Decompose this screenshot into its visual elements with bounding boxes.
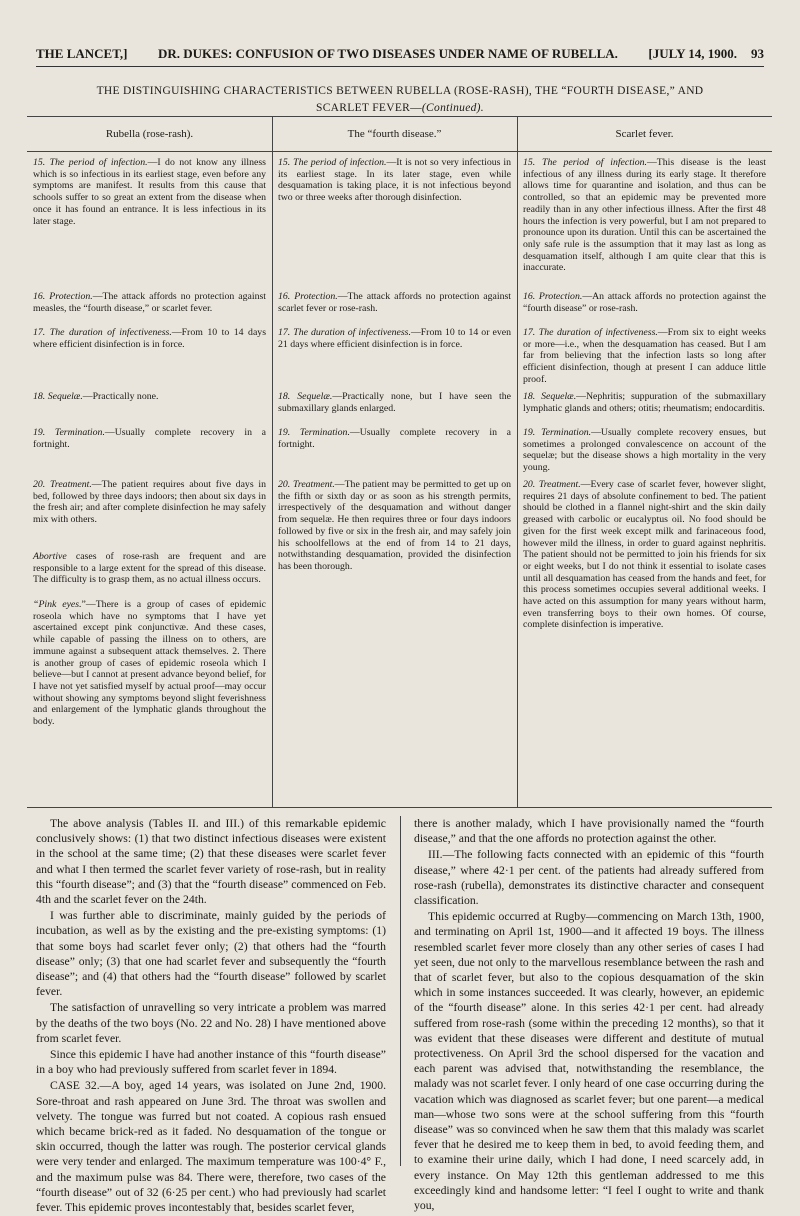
table-title-line2: SCARLET FEVER— <box>316 101 422 114</box>
cell-text: —Practically none. <box>82 391 159 402</box>
paragraph: The satisfaction of unravelling so very intricate a problem was marred by the deaths of the two boys (No. 22 and No. 28) I have mentioned above from scarlet fever. <box>36 1001 386 1045</box>
cell-heading: 18. Sequelæ. <box>278 391 333 402</box>
cell-text: —Usually complete recovery in a fortnight. <box>278 427 511 450</box>
table-cell <box>27 551 272 586</box>
cell-text: —From six to eight weeks or more—i.e., when the desquamation has ceased. But I am far from believing that the infection lasts so long after efficient disinfection, though at present I can adduce little proof. <box>523 327 766 385</box>
table-cell <box>272 427 517 450</box>
comparison-table <box>27 116 772 808</box>
cell-text: —It is not so very infectious in its earliest stage. In its later stage, even while desquamation is taking place, it is not infectious beyond two or three weeks after thorough disinfection. <box>278 157 511 204</box>
cell-text: —From 10 to 14 or even 21 days where efficient disinfection is in force. <box>278 327 511 350</box>
table-title-line1: THE DISTINGUISHING CHARACTERISTICS BETWEEN RUBELLA (ROSE-RASH), THE “FOURTH DISEASE,” AND <box>96 85 704 97</box>
table-cell <box>27 327 272 350</box>
cell-text: —I do not know any illness which is so infectious in its earliest stage, even before any symptoms are manifest. It results from this cause that schools suffer to so great an extent from the disease when once it has found an entrance. It is less infectious in its later stage. <box>33 157 266 227</box>
paragraph: I was further able to discriminate, mainly guided by the periods of incubation, as well as by the existing and the pre-existing symptoms: (1) that some boys had scarlet fever only; (2) that others had the “fourth disease” only; (3) that one had scarlet fever and subsequently the “fourth disease”; and (4) that others had the “fourth disease” followed by scarlet fever. <box>36 909 386 999</box>
cell-text: —The attack affords no protection against measles, the “fourth disease,” or scarlet fever. <box>33 291 266 314</box>
cell-heading: 17. The duration of infectiveness. <box>33 327 172 338</box>
header-rule <box>36 66 764 67</box>
cell-heading: 17. The duration of infectiveness. <box>278 327 411 338</box>
journal-name: THE LANCET,] <box>36 46 128 61</box>
article-title: DR. DUKES: CONFUSION OF TWO DISEASES UNDER NAME OF RUBELLA. <box>157 46 618 61</box>
cell-heading: 20. Treatment. <box>33 479 92 490</box>
cell-heading: 19. Termination. <box>523 427 592 438</box>
cell-heading: 19. Termination. <box>33 427 105 438</box>
cell-heading: 19. Termination. <box>278 427 350 438</box>
table-cell <box>272 157 517 204</box>
paragraph: This epidemic occurred at Rugby—commencing on March 13th, 1900, and terminating on April 1st, 1900—and it affected 19 boys. The illness resembled scarlet fever more closely than any other series of cases I had yet seen, due not only to the marvellous resemblance between the rash and that of scarlet fever, but also to the copious desquamation of the skin which in some instances succeeded. It was clearly, however, an epidemic of the “fourth disease” alone. In this series 42·1 per cent. had already suffered from rose-rash (some within the preceding 12 months), so that it was evident that these diseases were different and destitute of mutual protectiveness. On April 3rd the school dispersed for the vacation and each parent was advised that, notwithstanding the resemblance, the malady was not scarlet fever. I only heard of one case occurring during the vacation which was diagnosed as scarlet fever; but one parent—a medical man—whose two sons were at the school suffering from this “fourth disease” was so convinced when he saw them that this malady was scarlet fever that he desired me to keep them in bed, to avoid feeding them, and to examine their urine daily, which I had done, I need scarcely add, in every instance. On May 12th this gentleman addressed to me this exceedingly kind and handsome letter: “I feel I ought to write and thank you, <box>414 910 764 1213</box>
table-cell <box>27 599 272 728</box>
table-cell <box>517 157 772 274</box>
cell-heading: 18. Sequelæ. <box>523 391 577 402</box>
table-cell <box>27 479 272 526</box>
table-cell <box>27 291 272 314</box>
rubella-column <box>27 151 272 807</box>
cell-text: —This disease is the least infectious of any illness during its early stage. It therefore allows time for quarantine and isolation, and thus can be controlled, so that an epidemic may be prevented more readily than in any other infectious illness. After the first 48 hours the infection is very powerful, but I am not prepared to pronounce upon its duration. Until this can be ascertained the only safe rule is the assumption that it may last as long as desquamation itself, although I am quite clear that this is inaccurate. <box>523 157 766 274</box>
paragraph: CASE 32.—A boy, aged 14 years, was isolated on June 2nd, 1900. Sore-throat and rash appeared on June 3rd. The throat was swollen and velvety. The tongue was furred but not coated. A copious rash ensued which became brick-red as it faded. No desquamation of the tongue or skin occurred, though the latter was rough. The posterior cervical glands were very tender and enlarged. The maximum temperature was 100·4° F., and the maximum pulse was 84. There were, therefore, two cases of the “fourth disease” out of 32 (6·25 per cent.) who had previously had scarlet fever. This epidemic proves incontestably that, besides scarlet fever, <box>36 1079 386 1215</box>
table-cell <box>272 391 517 414</box>
cell-text: —Usually complete recovery in a fortnight. <box>33 427 266 450</box>
scarlet-fever-column <box>517 151 772 807</box>
column-header-fourth-disease: The “fourth disease.” <box>272 117 517 152</box>
cell-text: —Usually complete recovery ensues, but sometimes a prolonged convalescence on account of the sequelæ; but the disease shows a high mortality in the very young. <box>523 427 766 474</box>
cell-heading: 15. The period of infection. <box>278 157 387 168</box>
cell-heading: 15. The period of infection. <box>33 157 148 168</box>
cell-heading: 17. The duration of infectiveness. <box>523 327 658 338</box>
table-cell <box>517 327 772 386</box>
cell-text: —Practically none, but I have seen the submaxillary glands enlarged. <box>278 391 512 414</box>
cell-heading: 16. Protection. <box>278 291 338 302</box>
column-divider <box>400 816 401 1166</box>
column-header-scarlet-fever: Scarlet fever. <box>517 117 772 152</box>
cell-text: cases of rose-rash are frequent and are responsible to a large extent for the spread of this disease. The difficulty is to grasp them, as no actual illness occurs. <box>33 551 266 586</box>
cell-text: —From 10 to 14 days where efficient disinfection is in force. <box>33 327 267 350</box>
cell-heading: Abortive <box>33 551 67 562</box>
table-cell <box>27 391 272 403</box>
cell-text: ”—There is a group of cases of epidemic roseola which have no symptoms that I have yet ascertained except pink conjunctivæ. And these cases, while capable of passing the illness on to others, are immune against a subsequent attack themselves. 2. There is another group of cases of epidemic roseola which I believe—but I cannot at present advance beyond belief, for I have not yet satisfied myself by actual proof—may occur without showing any symptoms beyond slight feverishness and enlargement of the lymphatic glands throughout the body. <box>33 599 266 728</box>
issue-date: [JULY 14, 1900. <box>648 46 737 61</box>
table-title <box>70 83 730 116</box>
body-column-left <box>36 816 386 1216</box>
table-cell <box>27 157 272 227</box>
table-cell <box>517 291 772 314</box>
paragraph: III.—The following facts connected with an epidemic of this “fourth disease,” where 42·1 per cent. of the patients had already suffered from rose-rash (rubella), demonstrates its distinctive character and consequent classification. <box>414 848 764 908</box>
page-number: 93 <box>751 46 764 61</box>
cell-heading: 18. Sequelæ. <box>33 391 83 402</box>
paragraph: The above analysis (Tables II. and III.) of this remarkable epidemic conclusively shows: (1) that two distinct infectious diseases were existent in the school at the same time; (2) that these diseases were scarlet fever and what I then termed the scarlet fever variety of rose-rash, but in reality this “fourth disease”; and (3) that the “fourth disease” commenced on Feb. 4th and the scarlet fever on the 24th. <box>36 817 386 907</box>
fourth-disease-column <box>272 151 517 807</box>
paragraph: Since this epidemic I have had another instance of this “fourth disease” in a boy who had previously suffered from scarlet fever in 1894. <box>36 1048 386 1077</box>
cell-heading: 20. Treatment. <box>278 479 335 490</box>
cell-text: —Every case of scarlet fever, however slight, requires 21 days of absolute confinement to bed. The patient should be clothed in a flannel night-shirt and the skin daily greased with carbolic or eucalyptus oil. No food should be given for the first week except milk and farinaceous food, however mild the illness, in order to guard against nephritis. The patient should not be permitted to join his friends for six or eight weeks, but I do not think it essential to isolate cases until all desquamation has ceased from the hands and feet, for this process sometimes occupies several additional weeks. I have acted on this assumption for many years without harm, even transferring boys to their own homes. Of course, complete disinfection is imperative. <box>523 479 766 631</box>
table-cell <box>27 427 272 450</box>
table-cell <box>517 391 772 414</box>
body-column-right <box>414 816 764 1214</box>
table-cell <box>272 327 517 350</box>
cell-text: —The patient requires about five days in bed, followed by three days indoors; then about six days in the fresh air; and after complete disinfection he may safely mix with others. <box>33 479 266 526</box>
cell-text: —The attack affords no protection against scarlet fever or rose-rash. <box>278 291 511 314</box>
cell-heading: 16. Protection. <box>33 291 93 302</box>
running-head <box>36 40 764 62</box>
cell-text: —Nephritis; suppuration of the submaxillary lymphatic glands and others; otitis; rheumatism; endocarditis. <box>523 391 766 414</box>
cell-heading: 15. The period of infection. <box>523 157 647 168</box>
table-cell <box>272 479 517 573</box>
cell-heading: “Pink eyes. <box>33 599 82 610</box>
table-cell <box>272 291 517 314</box>
cell-heading: 20. Treatment. <box>523 479 581 490</box>
table-cell <box>517 479 772 631</box>
column-header-rubella: Rubella (rose-rash). <box>27 117 272 152</box>
cell-text: —An attack affords no protection against the “fourth disease” or rose-rash. <box>523 291 766 314</box>
cell-text: —The patient may be permitted to get up on the fifth or sixth day or as soon as his strength permits, irrespectively of the desquamation and without danger from sequelæ. He then requires three or four days indoors followed by five or six in the fresh air, and may safely join his schoolfellows at the end of from 14 to 21 days, notwithstanding desquamation, provided the disinfection has been thorough. <box>278 479 511 572</box>
table-title-continued: (Continued). <box>421 101 484 114</box>
table-cell <box>517 427 772 474</box>
paragraph: there is another malady, which I have provisionally named the “fourth disease,” and that the one affords no protection against the other. <box>414 817 764 846</box>
cell-heading: 16. Protection. <box>523 291 583 302</box>
